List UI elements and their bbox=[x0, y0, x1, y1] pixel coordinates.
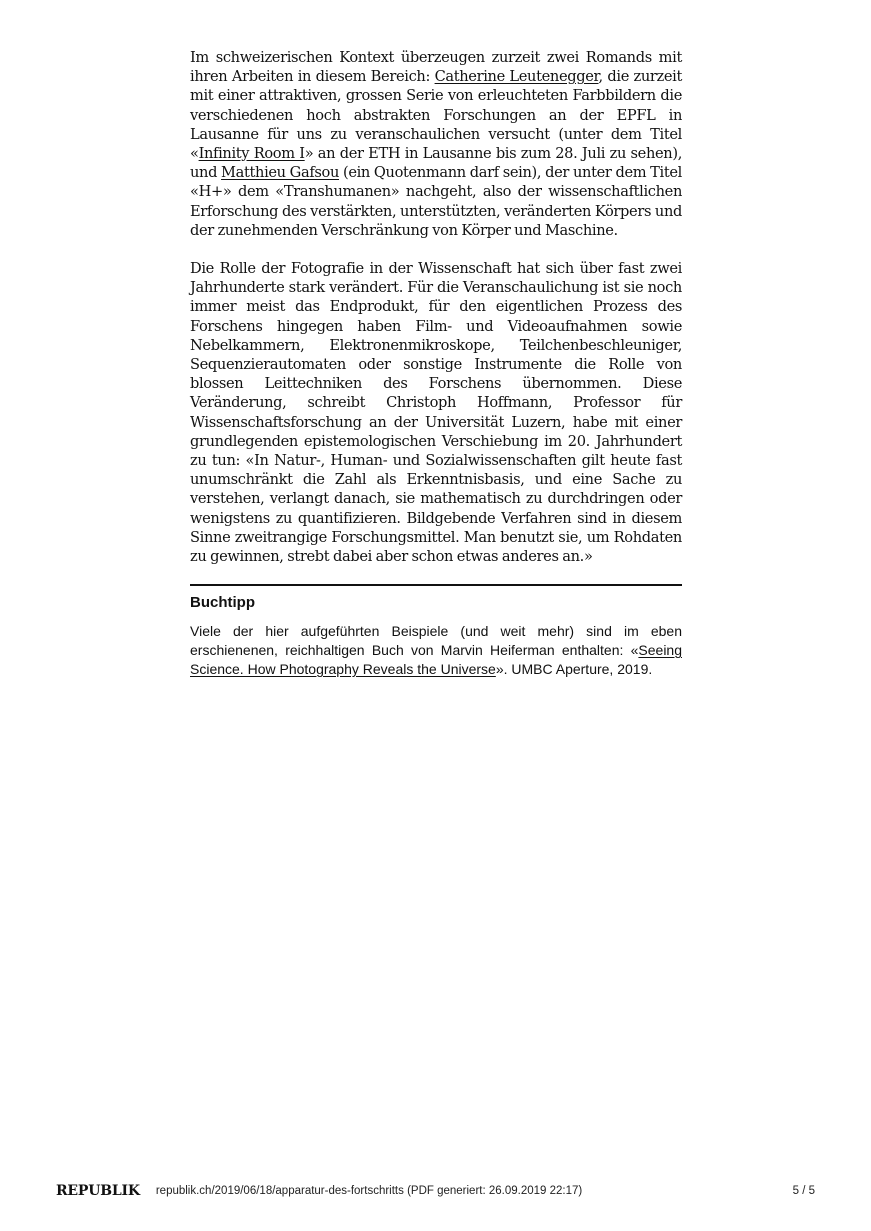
article-body bbox=[190, 48, 682, 585]
text-span: » an der ETH in Lausanne bis zum 28. Juli zu sehen), und bbox=[190, 145, 682, 182]
link-seeing-science[interactable]: Seeing Science. How Photography Reveals the Universe bbox=[190, 642, 682, 677]
text-span: (ein Quotenmann darf sein), der unter dem Titel «H+» dem «Transhumanen» nachgeht, also der wissenschaftlichen Erforschung des verstärkten, unterstützten, veränderten Körpers und der zunehmenden Verschränkung von Körper und Maschine. bbox=[190, 164, 682, 239]
text-span: ». UMBC Aperture, 2019. bbox=[495, 661, 653, 677]
text-span: Im schweizerischen Kontext überzeugen zurzeit zwei Romands mit ihren Arbeiten in diesem Bereich: bbox=[190, 49, 682, 86]
link-matthieu-gafsou[interactable]: Matthieu Gafsou bbox=[221, 164, 340, 182]
text-span: , die zurzeit mit einer attraktiven, grossen Serie von erleuchteten Farbbildern die verschiedenen hoch abstrakten Forschungen an der EPFL in Lausanne für uns zu veranschaulichen versucht (unter dem Titel « bbox=[190, 68, 683, 163]
buchtipp-heading: Buchtipp bbox=[190, 594, 255, 611]
article-paragraph-2: Die Rolle der Fotografie in der Wissenschaft hat sich über fast zwei Jahrhunderte stark verändert. Für die Veranschaulichung ist sie noch immer meist das Endprodukt, für den eigentlichen Prozess des Forschens hingegen haben Film- und Videoaufnahmen sowie Nebelkammern, Elektronenmikroskope, Teilchenbeschleuniger, Sequenzierautomaten oder sonstige Instrumente die Rolle von blossen Leittechniken des Forschens übernommen. Diese Veränderung, schreibt Christoph Hoffmann, Professor für Wissenschaftsforschung an der Universität Luzern, habe mit einer grundlegenden epistemologischen Verschiebung im 20. Jahrhundert zu tun: «In Natur-, Human- und Sozialwissenschaften gilt heute fast unumschränkt die Zahl als Erkenntnisbasis, und eine Sache zu verstehen, verlangt danach, sie mathematisch zu durchdringen oder wenigstens zu quantifizieren. Bildgebende Verfahren sind in diesem Sinne zweitrangige Forschungsmittel. Man benutzt sie, um Rohdaten zu gewinnen, strebt dabei aber schon etwas anderes an.» bbox=[190, 260, 682, 566]
link-catherine-leutenegger[interactable]: Catherine Leutenegger bbox=[434, 68, 599, 86]
page-number: 5 / 5 bbox=[792, 1185, 815, 1197]
page-footer bbox=[56, 1182, 815, 1200]
article-paragraph-1 bbox=[190, 48, 682, 240]
footer-url: republik.ch/2019/06/18/apparatur-des-fortschritts (PDF generiert: 26.09.2019 22:17) bbox=[155, 1185, 583, 1197]
link-infinity-room[interactable]: Infinity Room I bbox=[198, 145, 305, 163]
text-span: Viele der hier aufgeführten Beispiele (und weit mehr) sind im eben erschienenen, reichhaltigen Buch von Marvin Heiferman enthalten: « bbox=[190, 623, 682, 658]
republik-logo: REPUBLIK bbox=[56, 1183, 140, 1199]
buchtipp-text bbox=[190, 622, 682, 679]
section-divider bbox=[190, 584, 682, 586]
